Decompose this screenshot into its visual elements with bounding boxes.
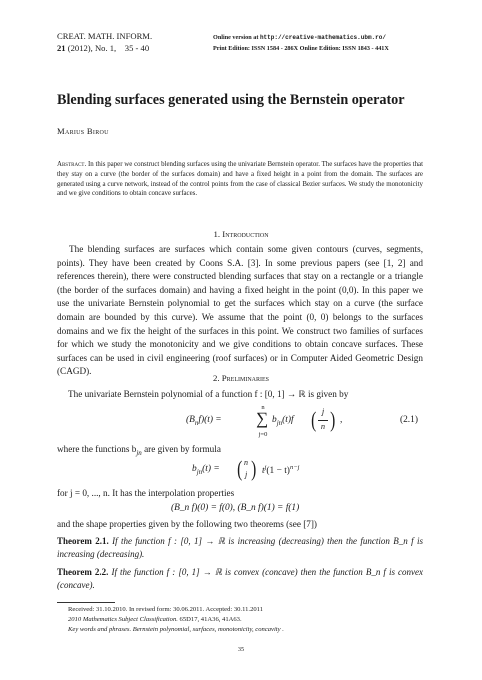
- sum-upper: n: [261, 404, 265, 411]
- footnote-received: Received: 31.10.2010. In revised form: 30.06.2011. Accepted: 30.11.2011: [68, 606, 264, 613]
- abstract-label: Abstract.: [57, 161, 87, 168]
- abstract-text: In this paper we construct blending surfaces using the univariate Bernstein operator. The surfaces have the properties that they stay on a curve (the border of the surfaces domain) and have a fixed height in a point from the domain. The surfaces are generated using a curve network, instead of the control points from the case of classical Bezier surfaces. We study the monotonicity and we give conditions to obtain concave surfaces.: [57, 161, 423, 198]
- page-range: 35 - 40: [124, 43, 150, 53]
- prelim-line-4: and the shape properties given by the following two theorems (see [7]): [57, 519, 317, 529]
- binom-bottom: j: [245, 470, 248, 479]
- frac-denominator: n: [320, 422, 326, 431]
- author-name: Marius Birou: [57, 126, 109, 136]
- journal-header: [57, 30, 152, 54]
- volume-number: 21: [57, 43, 66, 53]
- introduction-paragraph: The blending surfaces are surfaces which contain some given contours (curves, segments, points). They have been created by Coons S.A. [3]. In some previous papers (see [1, 2] and references therein), there were constructed blending surfaces that stay on a rectangle or a triangle (the border of the surfaces domain) and having a fixed height in the point (0,0). In this paper we use the univariate Bernstein polynomial to get the surfaces which stay on a curve (the surface domain are bounded by this curve). We assume that the point (0, 0) belongs to the surfaces domains and we fix the height of the surfaces in this point. We construct two families of surfaces for which we study the monotonicity and we give conditions to obtain concave surfaces. These surfaces can be used in civil engineering (roof surfaces) or in Computer Aided Geometric Design (CAGD).: [57, 244, 423, 377]
- footnote-msc: 2010 Mathematics Subject Classification. 65D17, 41A36, 41A63.: [68, 616, 242, 623]
- edition-info: [213, 32, 389, 54]
- page-number: 35: [237, 646, 245, 653]
- abstract: [57, 160, 423, 199]
- online-prefix: Online version at: [213, 34, 260, 41]
- interpolation-properties: (B_n f)(0) = f(0), (B_n f)(1) = f(1): [171, 503, 300, 513]
- sum-symbol: ∑: [256, 409, 269, 428]
- footnote-keywords: Key words and phrases. Bernstein polynomial, surfaces, monotonicity, concavity .: [68, 626, 284, 633]
- binom-top: n: [244, 458, 248, 467]
- theorem-2-1: Theorem 2.1. If the function f : [0, 1] → ℝ is increasing (decreasing) then the function B_n f is increasing (decreasing).: [57, 536, 424, 560]
- prelim-line-2: where the functions $b_{jn}$ are given by formula: [57, 444, 221, 457]
- basis-formula: $b_{jn}(t)$ = ( n j ) $t^j(1 - t)^{n-j}$: [192, 456, 300, 481]
- footnote-rule: [57, 602, 115, 603]
- equation-2-1: $(B_nf)(t)$ = n ∑ j=0 $b_{jn}(t)f$ ( j n ) ,: [186, 404, 343, 438]
- frac-bar: [318, 420, 328, 421]
- section-heading-introduction: 1. Introduction: [213, 229, 269, 239]
- issue-info: (2012), No. 1,: [65, 43, 117, 53]
- online-version: [213, 32, 389, 43]
- theorem-2-2: Theorem 2.2. If the function f : [0, 1] → ℝ is convex (concave) then the function B_n f is convex (concave).: [57, 567, 424, 591]
- section-heading-preliminaries: 2. Preliminaries: [212, 373, 270, 383]
- frac-numerator: j: [321, 407, 325, 416]
- equation-number: (2.1): [400, 415, 418, 425]
- online-url[interactable]: http://creative-mathematics.ubm.ro/: [259, 34, 386, 41]
- sum-lower: j=0: [258, 431, 268, 438]
- journal-name: CREAT. MATH. INFORM.: [57, 31, 153, 41]
- print-edition: Print Edition: ISSN 1584 - 286X Online Edition: ISSN 1843 - 441X: [213, 45, 389, 52]
- prelim-line-3: for j = 0, ..., n. It has the interpolation properties: [57, 488, 235, 498]
- volume-line: [57, 42, 152, 54]
- prelim-line-1: The univariate Bernstein polynomial of a function f : [0, 1] → ℝ is given by: [68, 389, 349, 399]
- paper-title: Blending surfaces generated using the Bernstein operator: [57, 92, 405, 108]
